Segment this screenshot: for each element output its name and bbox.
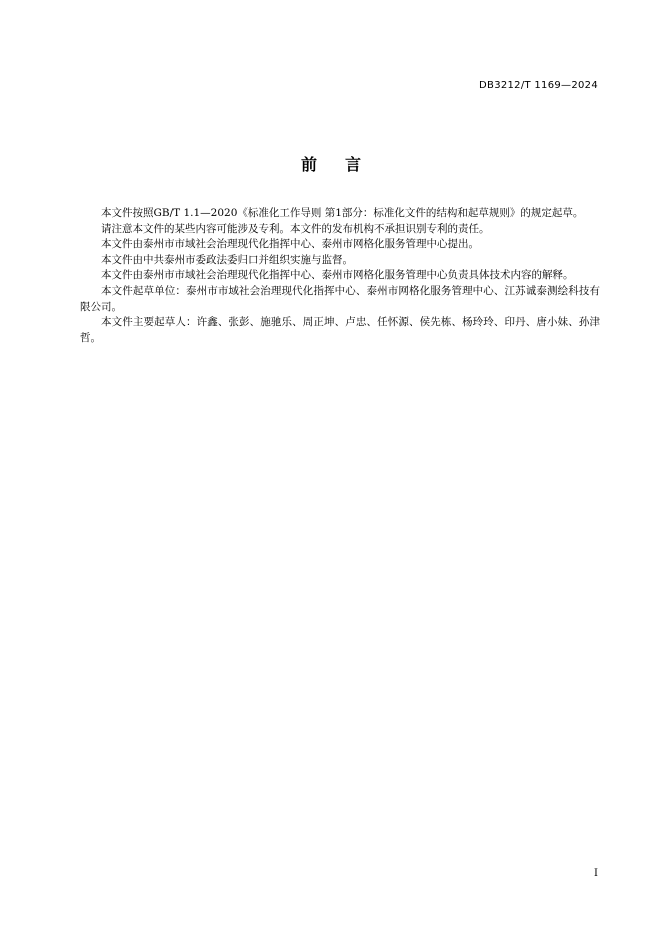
paragraph-proposer: 本文件由泰州市市域社会治理现代化指挥中心、泰州市网格化服务管理中心提出。: [101, 238, 479, 251]
paragraph-interpretation: 本文件由泰州市市域社会治理现代化指挥中心、泰州市网格化服务管理中心负责具体技术内容的解释。: [101, 269, 574, 282]
paragraph-drafters: 本文件主要起草人：许鑫、张彭、施驰乐、周正坤、卢忠、任怀源、侯先栋、杨玲玲、印丹、唐小妹、孙津哲。: [80, 316, 600, 344]
page-title: 前言: [300, 155, 389, 174]
paragraph-administrator: 本文件由中共泰州市委政法委归口并组织实施与监督。: [101, 253, 353, 266]
document-code: DB3212/T 1169—2024: [479, 80, 598, 91]
page-number: I: [594, 868, 598, 879]
preface-body: [80, 206, 600, 346]
paragraph-drafting-rules: 本文件按照GB/T 1.1—2020《标准化工作导则 第1部分：标准化文件的结构和起草规则》的规定起草。: [101, 207, 584, 219]
paragraph-patent-notice: 请注意本文件的某些内容可能涉及专利。本文件的发布机构不承担识别专利的责任。: [101, 222, 490, 235]
paragraph-drafting-units: 本文件起草单位：泰州市市域社会治理现代化指挥中心、泰州市网格化服务管理中心、江苏诚泰测绘科技有限公司。: [80, 284, 600, 313]
